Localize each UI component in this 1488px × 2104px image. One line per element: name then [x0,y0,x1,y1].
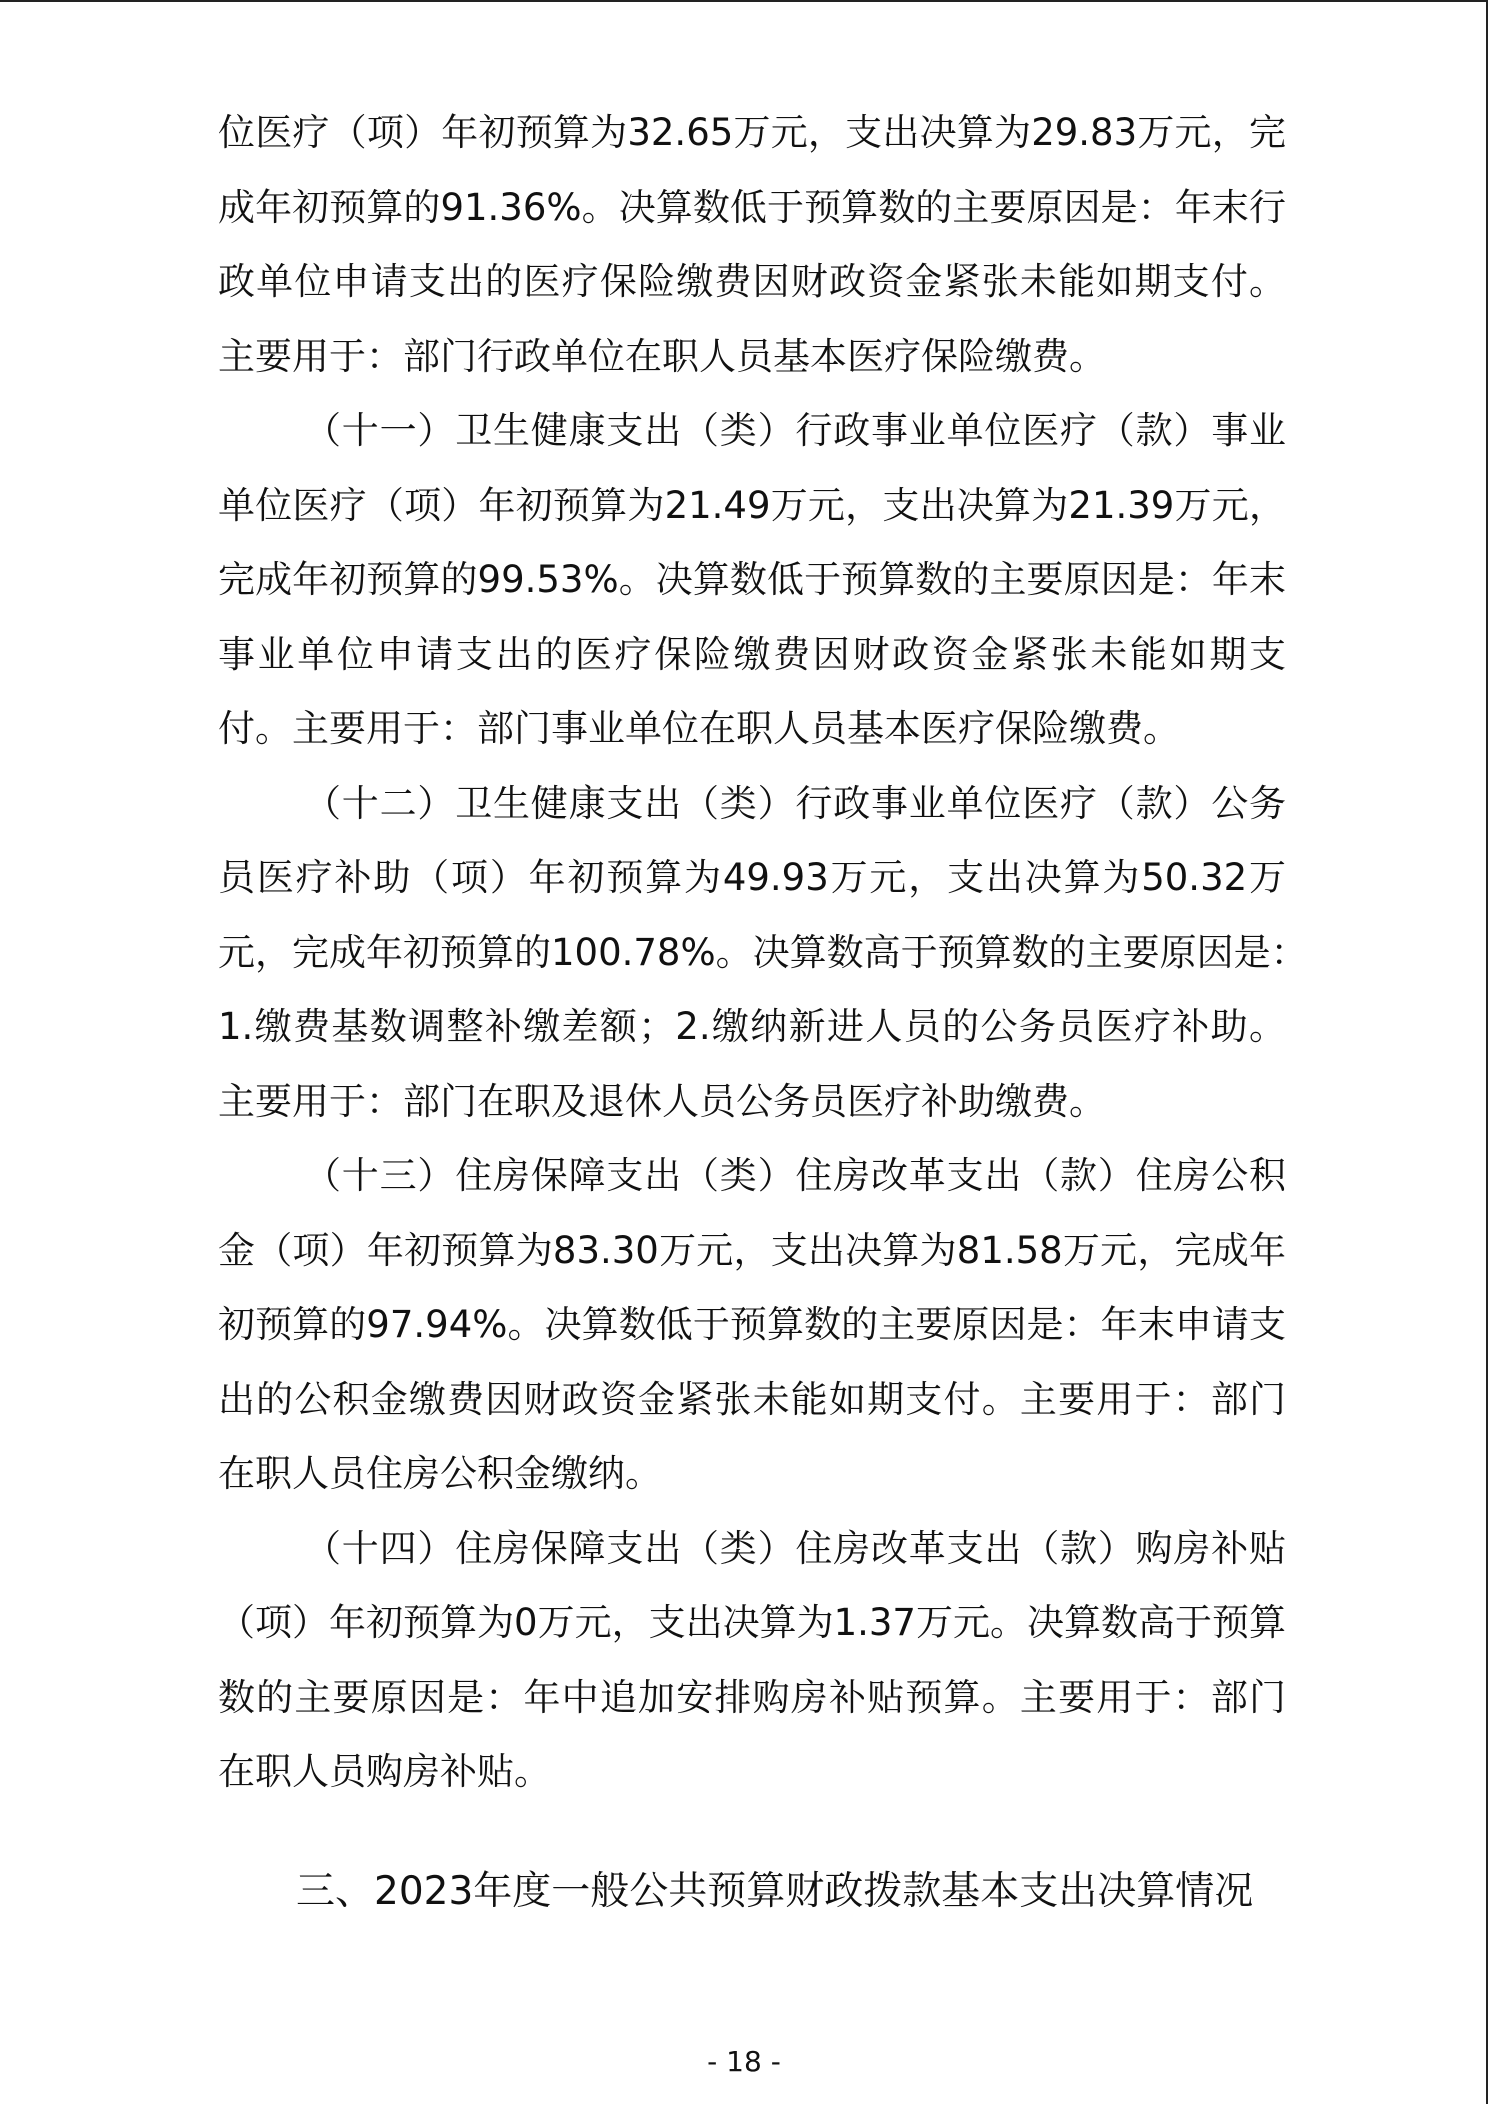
paragraph-line: 事业单位申请支出的医疗保险缴费因财政资金紧张未能如期支 [218,632,1286,676]
paragraph-line: 1.缴费基数调整补缴差额；2.缴纳新进人员的公务员医疗补助。 [218,1005,1286,1048]
paragraph-line: 元，完成年初预算的100.78%。决算数高于预算数的主要原因是： [218,930,1308,974]
paragraph-line: （十四）住房保障支出（类）住房改革支出（款）购房补贴 [304,1526,1286,1570]
paragraph-line: （十三）住房保障支出（类）住房改革支出（款）住房公积 [304,1154,1286,1197]
paragraph-line: 位医疗（项）年初预算为32.65万元，支出决算为29.83万元，完 [218,111,1286,154]
paragraph-line: 金（项）年初预算为83.30万元，支出决算为81.58万元，完成年 [218,1228,1286,1272]
paragraph-line: 主要用于：部门行政单位在职人员基本医疗保险缴费。 [218,334,1106,378]
page-top-border [0,0,1488,2]
paragraph-line: 完成年初预算的99.53%。决算数低于预算数的主要原因是：年末 [218,558,1286,601]
paragraph-line: 成年初预算的91.36%。决算数低于预算数的主要原因是：年末行 [218,185,1286,229]
paragraph-line: 员医疗补助（项）年初预算为49.93万元，支出决算为50.32万 [218,856,1286,899]
paragraph-line: 主要用于：部门在职及退休人员公务员医疗补助缴费。 [218,1079,1106,1123]
paragraph-line: 政单位申请支出的医疗保险缴费因财政资金紧张未能如期支付。 [218,260,1286,303]
paragraph-line: 出的公积金缴费因财政资金紧张未能如期支付。主要用于：部门 [218,1377,1286,1421]
paragraph-line: 在职人员住房公积金缴纳。 [218,1452,662,1495]
paragraph-line: 单位医疗（项）年初预算为21.49万元，支出决算为21.39万元， [218,483,1286,527]
paragraph-line: 付。主要用于：部门事业单位在职人员基本医疗保险缴费。 [218,707,1180,750]
paragraph-line: （十二）卫生健康支出（类）行政事业单位医疗（款）公务 [304,781,1286,825]
paragraph-line: 在职人员购房补贴。 [218,1750,551,1793]
paragraph-line: 初预算的97.94%。决算数低于预算数的主要原因是：年末申请支 [218,1303,1286,1346]
paragraph-line: （项）年初预算为0万元，支出决算为1.37万元。决算数高于预算 [218,1601,1286,1644]
document-body [218,96,1308,1810]
paragraph-line: 数的主要原因是：年中追加安排购房补贴预算。主要用于：部门 [218,1675,1286,1719]
section-heading: 三、2023年度一般公共预算财政拨款基本支出决算情况 [296,1869,1254,1914]
paragraph-line: （十一）卫生健康支出（类）行政事业单位医疗（款）事业 [304,409,1286,452]
page-number: - 18 - [707,2045,781,2078]
